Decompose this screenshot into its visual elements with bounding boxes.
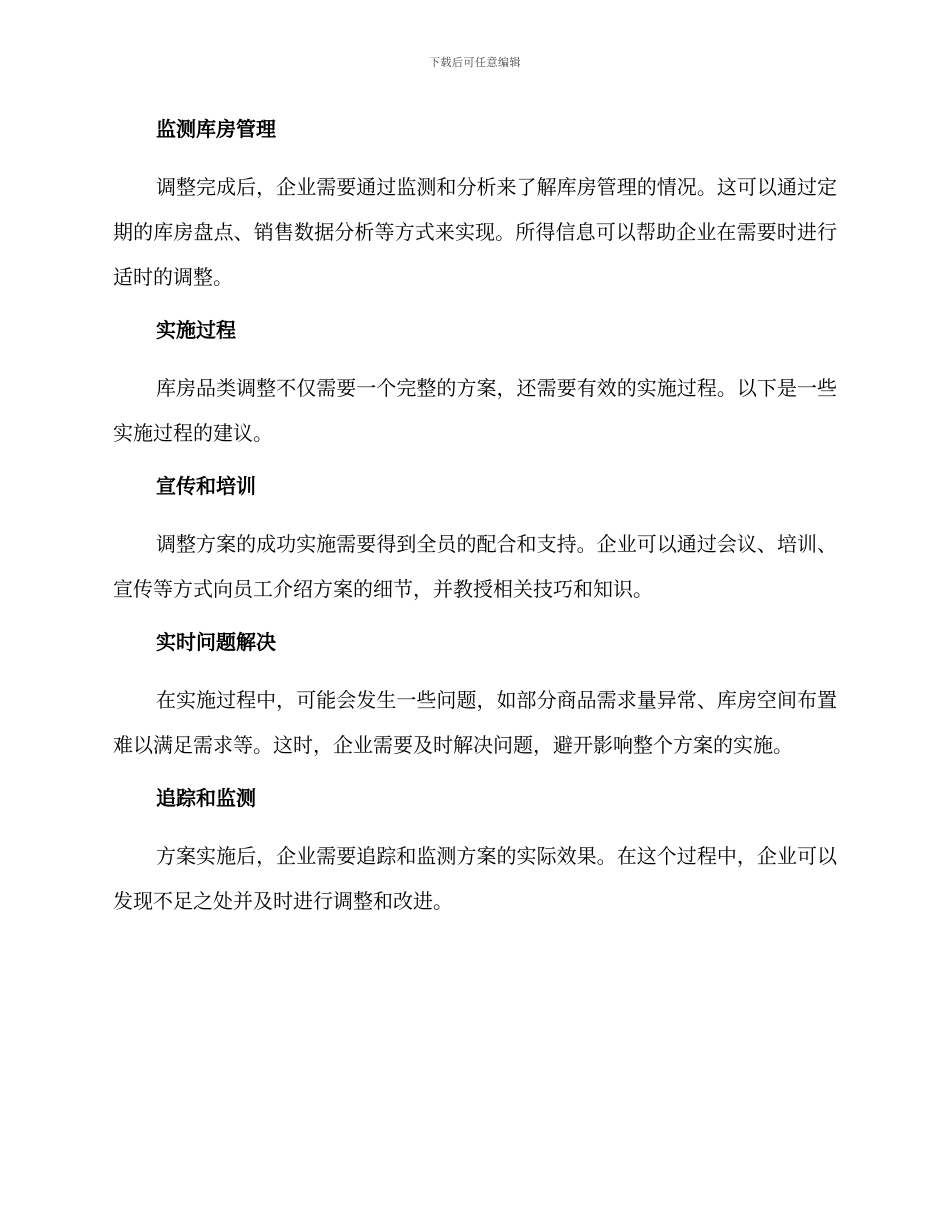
section-implementation [113,314,837,470]
section-paragraph: 在实施过程中，可能会发生一些问题，如部分商品需求量异常、库房空间布置难以满足需求等。这时，企业需要及时解决问题，避开影响整个方案的实施。 [113,688,837,757]
section-paragraph: 库房品类调整不仅需要一个完整的方案，还需要有效的实施过程。以下是一些实施过程的建议。 [113,376,837,445]
section-realtime-problem-solving [113,626,837,782]
section-promotion-training [113,470,837,626]
section-monitor-warehouse [113,113,837,314]
section-tracking-monitoring [113,782,837,924]
section-heading: 监测库房管理 [156,117,276,141]
section-paragraph: 调整完成后，企业需要通过监测和分析来了解库房管理的情况。这可以通过定期的库房盘点、销售数据分析等方式来实现。所得信息可以帮助企业在需要时进行适时的调整。 [113,175,837,289]
header-note: 下载后可任意编辑 [429,56,521,69]
section-paragraph: 方案实施后，企业需要追踪和监测方案的实际效果。在这个过程中，企业可以发现不足之处并及时进行调整和改进。 [113,844,837,913]
section-heading: 实施过程 [156,318,236,342]
section-heading: 追踪和监测 [156,786,256,810]
document-body [113,113,837,924]
section-heading: 实时问题解决 [156,630,276,654]
section-paragraph: 调整方案的成功实施需要得到全员的配合和支持。企业可以通过会议、培训、宣传等方式向员工介绍方案的细节，并教授相关技巧和知识。 [113,532,837,601]
section-heading: 宣传和培训 [156,474,256,498]
